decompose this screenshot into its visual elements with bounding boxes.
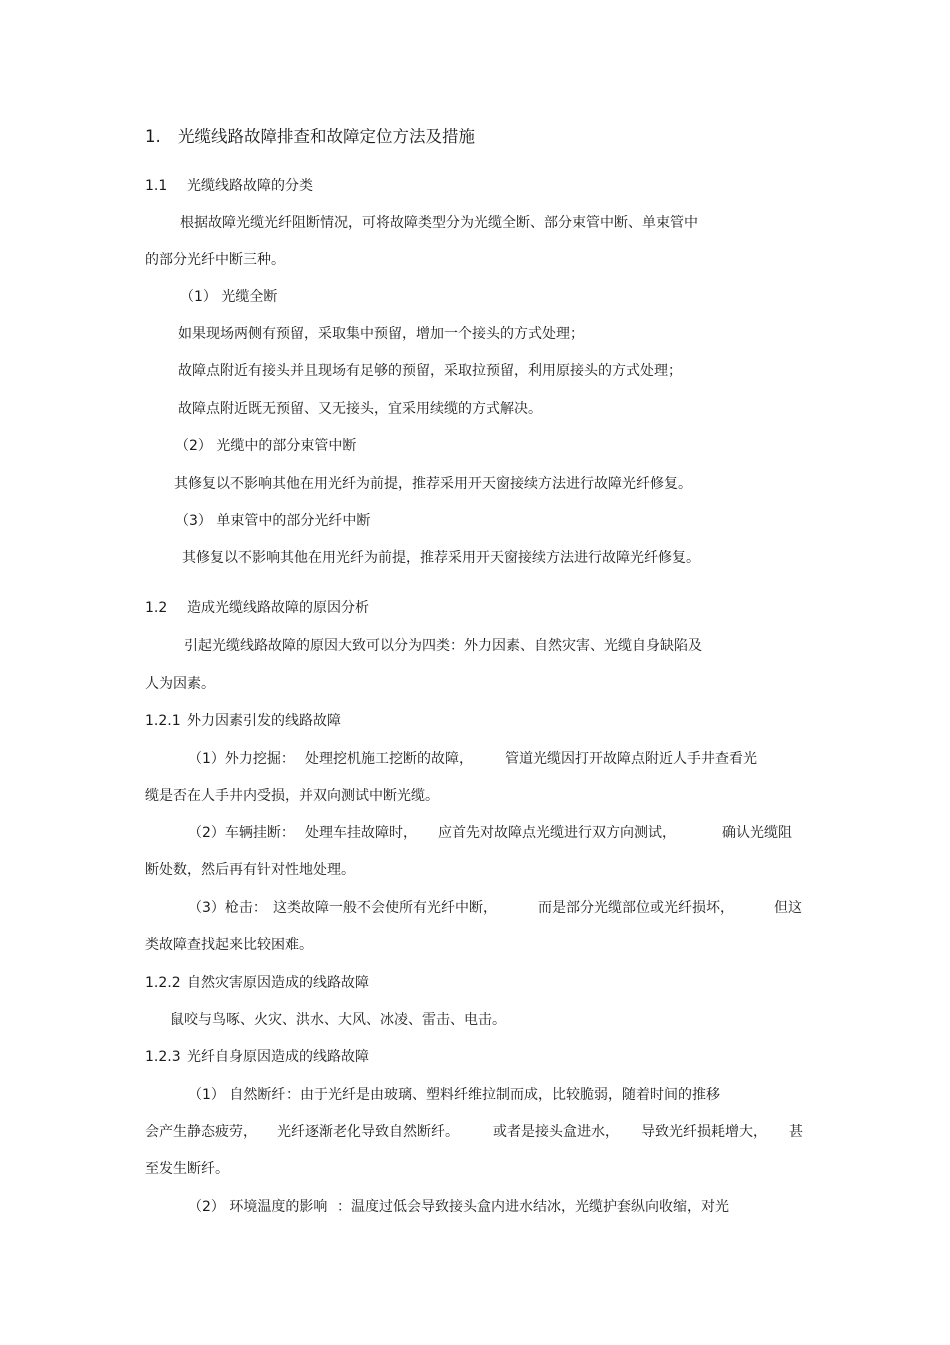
paragraph-line: （2） 环境温度的影响	[188, 1199, 328, 1215]
section-number: 1.2.1	[145, 713, 181, 729]
paragraph-line: （1）外力挖掘：	[188, 751, 295, 767]
paragraph-line: 人为因素。	[145, 676, 215, 692]
paragraph-line: 但这	[774, 900, 802, 916]
paragraph-line: ：温度过低会导致接头盒内进水结冰，光缆护套纵向收缩，对光	[337, 1199, 729, 1215]
paragraph-line: 故障点附近有接头并且现场有足够的预留，采取拉预留，利用原接头的方式处理；	[178, 363, 682, 379]
section-number: 1.2.3	[145, 1049, 181, 1065]
paragraph-line: 光纤逐渐老化导致自然断纤。	[277, 1124, 459, 1140]
paragraph-line: （2）车辆挂断：	[188, 825, 295, 841]
paragraph-line: 其修复以不影响其他在用光纤为前提，推荐采用开天窗接续方法进行故障光纤修复。	[174, 476, 692, 492]
section-1-2-1-heading	[145, 712, 341, 730]
paragraph-line: 的部分光纤中断三种。	[145, 252, 285, 268]
paragraph-line: 或者是接头盒进水，	[493, 1124, 619, 1140]
paragraph-line: 其修复以不影响其他在用光纤为前提，推荐采用开天窗接续方法进行故障光纤修复。	[182, 550, 700, 566]
section-title: 外力因素引发的线路故障	[187, 713, 341, 729]
list-item-heading: （1） 光缆全断	[180, 289, 278, 305]
list-item-heading: （2） 光缆中的部分束管中断	[175, 438, 357, 454]
paragraph-line: 导致光纤损耗增大，	[641, 1124, 767, 1140]
list-item-heading: （3） 单束管中的部分光纤中断	[175, 513, 371, 529]
title-text: 光缆线路故障排查和故障定位方法及措施	[178, 127, 475, 146]
section-title: 自然灾害原因造成的线路故障	[187, 975, 369, 991]
section-1-2-3-heading	[145, 1048, 369, 1066]
paragraph-line: 应首先对故障点光缆进行双方向测试，	[438, 825, 676, 841]
section-1-1-heading	[145, 177, 313, 195]
paragraph-line: 类故障查找起来比较困难。	[145, 937, 313, 953]
paragraph-line: 缆是否在人手井内受损，并双向测试中断光缆。	[145, 788, 439, 804]
paragraph-line: 鼠咬与鸟啄、火灾、洪水、大风、冰凌、雷击、电击。	[170, 1012, 506, 1028]
paragraph-line: 会产生静态疲劳，	[145, 1124, 257, 1140]
paragraph-line: 处理车挂故障时，	[305, 825, 417, 841]
paragraph-line: 引起光缆线路故障的原因大致可以分为四类：外力因素、自然灾害、光缆自身缺陷及	[184, 638, 702, 654]
section-number: 1.1	[145, 178, 168, 194]
paragraph-line: 处理挖机施工挖断的故障，	[305, 751, 473, 767]
paragraph-line: 管道光缆因打开故障点附近人手井查看光	[505, 751, 757, 767]
paragraph-line: 如果现场两侧有预留，采取集中预留，增加一个接头的方式处理；	[178, 326, 584, 342]
paragraph-line: 确认光缆阻	[722, 825, 792, 841]
section-1-2-heading	[145, 599, 369, 617]
section-title: 造成光缆线路故障的原因分析	[187, 600, 369, 616]
paragraph-line: 这类故障一般不会使所有光纤中断，	[273, 900, 497, 916]
section-title: 光缆线路故障的分类	[187, 178, 313, 194]
paragraph-line: 根据故障光缆光纤阻断情况，可将故障类型分为光缆全断、部分束管中断、单束管中	[180, 215, 698, 231]
title-number: 1.	[145, 127, 161, 146]
paragraph-line: 甚	[789, 1124, 803, 1140]
section-number: 1.2	[145, 600, 168, 616]
section-1-2-2-heading	[145, 974, 369, 992]
paragraph-line: 至发生断纤。	[145, 1161, 229, 1177]
paragraph-line: ：由于光纤是由玻璃、塑料纤维拉制而成，比较脆弱，随着时间的推移	[286, 1087, 720, 1103]
paragraph-line: 而是部分光缆部位或光纤损坏，	[538, 900, 734, 916]
doc-title	[145, 126, 475, 148]
section-number: 1.2.2	[145, 975, 181, 991]
paragraph-line: 断处数，然后再有针对性地处理。	[145, 862, 355, 878]
paragraph-line: （3）枪击：	[188, 900, 267, 916]
paragraph-line: 故障点附近既无预留、又无接头，宜采用续缆的方式解决。	[178, 401, 542, 417]
section-title: 光纤自身原因造成的线路故障	[187, 1049, 369, 1065]
paragraph-line: （1） 自然断纤	[188, 1087, 286, 1103]
